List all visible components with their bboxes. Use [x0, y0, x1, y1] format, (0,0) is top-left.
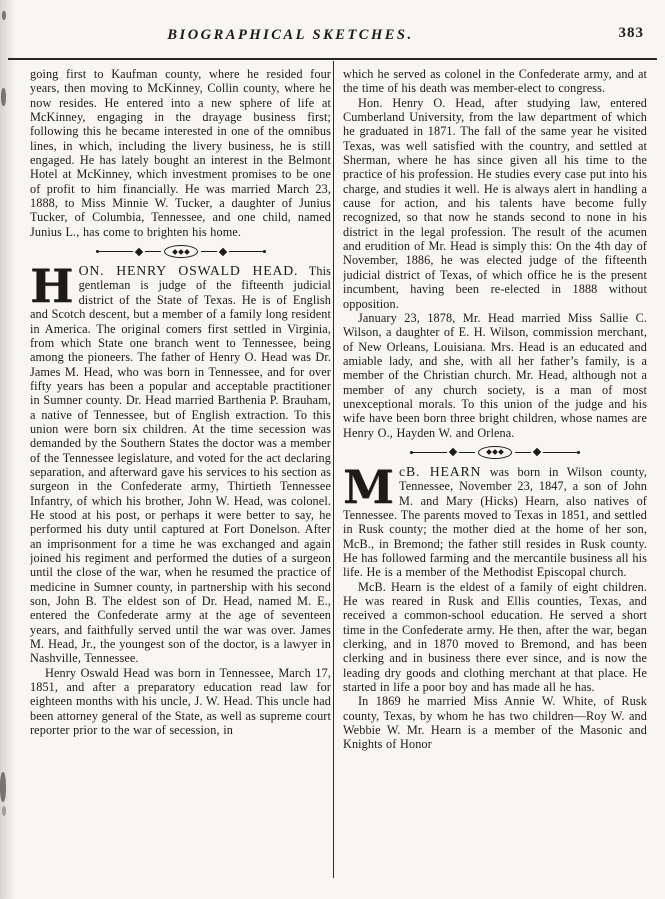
running-title: BIOGRAPHICAL SKETCHES.	[167, 27, 414, 43]
page-number: 383	[618, 25, 644, 41]
head-article-title-caps: ON. HENRY OSWALD HEAD.	[78, 263, 299, 279]
ornament-diamond	[449, 448, 457, 456]
head-article-opening-paragraph	[30, 259, 331, 666]
continuation-paragraph: going first to Kaufman county, where he resided four years, then moving to McKinney, Collin county, where he now resides. He entered into a new sphere of life at McKinney, engaging in the drayage business first; following this he became interested in one of the omnibus lines, in which, including the livery business, he is still engaged. He has lately bought an interest in the Belmont Hotel at McKinney, which investment promises to be one of profit to him financially. He was married March 23, 1888, to Miss Minnie W. Tucker, a daughter of Junius Tucker, of Columbia, Tennessee, and one child, named Junius L., has come to brighten his home.	[30, 67, 331, 239]
head-article-continued-paragraph: Hon. Henry O. Head, after studying law, entered Cumberland University, from the law department of which he graduated in 1871. The fall of the same year he visited Texas, was well satisfied with the country, and settled at Sherman, where he has since given all his time to the practice of his profession. He studies every case put into his charge, and studies it well. He is always alert in handling a cause for action, and his talents have become fully recognized, so that now he stands second to none in his district in the legal profession. The result of the acumen and erudition of Mr. Head is simply this: On the 4th day of November, 1886, he was elected judge of the fifteenth judicial district of Texas, of which office he is the present incumbent, having been re-elected in 1888 without opposition.	[343, 95, 647, 311]
ornament-line	[145, 251, 161, 252]
ornament-dot	[577, 451, 580, 454]
head-article-continued-paragraph: January 23, 1878, Mr. Head married Miss Sallie C. Wilson, a daughter of E. H. Wilson, commission merchant, of New Orleans, Louisiana. Mrs. Head is an educated and amiable lady, and she, with all her father’s family, is a member of the Christian church. Mr. Head, although not a member of any church society, is a man of most unexceptional morals. To this union of the judge and his wife have been born three bright children, whose names are Henry O., Hayden W. and Orlena.	[343, 310, 647, 440]
scan-speck	[0, 772, 6, 802]
hearn-article-body-text: was born in Wilson county, Tennessee, November 23, 1847, a son of John M. and Mary (Hicks) Hearn, also natives of Tennessee. The parents moved to Texas in 1851, and settled in Rusk county; the mother died at the home of her son, McB., in Bremond; the father still resides in Rusk county. He has followed farming and the mercantile business all his life. He is a member of the Methodist Episcopal church.	[343, 464, 647, 580]
hearn-article-opening-paragraph	[343, 459, 647, 580]
ornament-diamond	[218, 247, 226, 255]
ornament-line	[459, 452, 475, 453]
ornament-cartouche	[478, 446, 512, 459]
header-rule	[8, 58, 657, 60]
scan-speck	[1, 88, 6, 106]
ornament-line	[543, 452, 577, 453]
ornament-line	[99, 251, 133, 252]
hearn-article-paragraph: In 1869 he married Miss Annie W. White, of Rusk county, Texas, by whom he has two children—Roy W. and Webbie W. Mr. Hearn is a member of the Masonic and Knights of Honor	[343, 694, 647, 752]
section-divider-ornament	[30, 244, 331, 259]
right-column	[343, 67, 647, 885]
drop-cap-initial-m: M	[343, 459, 395, 514]
ornament-line	[201, 251, 217, 252]
head-article-continued-paragraph: which he served as colonel in the Confederate army, and at the time of his death was member-elect to congress.	[343, 67, 647, 96]
scan-speck	[2, 11, 6, 20]
left-column	[30, 67, 331, 885]
ornament-line	[229, 251, 263, 252]
scan-edge-shadow	[0, 0, 16, 899]
ornament-dot	[263, 250, 266, 253]
head-article-body-text: This gentleman is judge of the fifteenth judicial district of the State of Texas. He is of English and Scotch descent, but a member of a family long resident in America. The original comers first settled in Virginia, from which State one branch went to Tennessee, being among the pioneers. The father of Henry O. Head was Dr. James M. Head, who was born in Tennessee, and for over fifty years has been a popular and acceptable practitioner in Sumner county. Dr. Head married Barthenia P. Brauham, a native of Tennessee, but of English extraction. To this union were born six children. At the time secession was demanded by the Southern States the doctor was a member of the Tennessee legislature, and voted for the act declaring separation, and afterward gave his services to his section as surgeon in the Confederate army, Thirtieth Tennessee Infantry, of which his brother, John W. Head, was colonel. He stood at his post, or perhaps it were better to say, he performed his duty until captured at Fort Donelson. After an imprisonment for a time he was exchanged and again joined his regiment and performed the duties of a surgeon until the close of the war, when he resumed the practice of medicine in Sumner county, in partnership with his second son, John B. The eldest son of Dr. Head, named M. E., entered the Confederate army at the age of seventeen years, and faithfully served until the war was over. James M. Head, Jr., the youngest son of the doctor, is a lawyer in Nashville, Tennessee.	[30, 264, 331, 666]
ornament-line	[515, 452, 531, 453]
section-divider-ornament	[343, 445, 647, 460]
ornament-diamond	[533, 448, 541, 456]
ornament-line	[413, 452, 447, 453]
head-article-paragraph: Henry Oswald Head was born in Tennessee, March 17, 1851, and after a preparatory education read law for eighteen months with his uncle, J. W. Head. This uncle had been attorney general of the State, as well as supreme court reporter prior to the war of secession, in	[30, 665, 331, 738]
hearn-article-title-caps: cB. HEARN	[399, 463, 482, 479]
column-divider-rule	[333, 61, 334, 878]
ornament-cartouche	[164, 245, 198, 258]
hearn-article-paragraph: McB. Hearn is the eldest of a family of eight children. He was reared in Rusk and Ellis counties, Texas, and received a common-school education. He served a short time in the Confederate army. He then, after the war, began clerking, and in 1870 moved to Bremond, and has been clerking and in business there ever since, and is now the leading dry goods and clothing merchant at that place. He started in life a poor boy and has made all he has.	[343, 579, 647, 695]
drop-cap-initial-h: H	[30, 259, 74, 314]
ornament-diamond	[134, 247, 142, 255]
scan-speck	[2, 806, 6, 816]
